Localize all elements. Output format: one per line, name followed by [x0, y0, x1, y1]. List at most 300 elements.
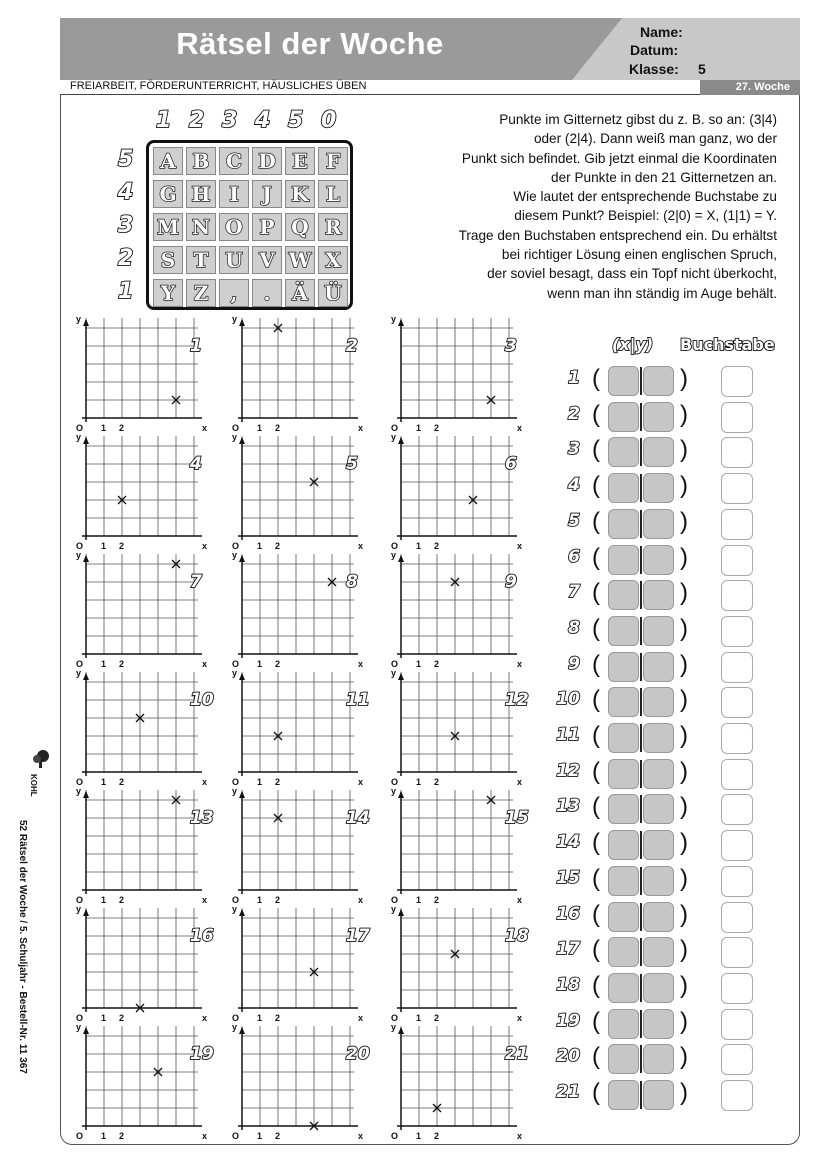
x-axis-label: x: [202, 423, 208, 433]
x-coordinate-box[interactable]: [608, 687, 639, 717]
col-header-xy: (x|y): [612, 335, 654, 354]
x-coordinate-box[interactable]: [608, 723, 639, 753]
key-y-label: 3: [118, 213, 134, 238]
x-coordinate-box[interactable]: [608, 902, 639, 932]
x-coordinate-box[interactable]: [608, 1080, 639, 1110]
key-cell: A: [153, 147, 183, 175]
coordinate-separator: [640, 403, 642, 431]
coordinate-separator: [640, 1010, 642, 1038]
key-x-label: 1: [156, 108, 172, 133]
key-x-label: 3: [222, 108, 238, 133]
y-axis-label: y: [391, 668, 397, 678]
y-coordinate-box[interactable]: [643, 1080, 674, 1110]
tick-label: 1: [257, 541, 263, 551]
origin-label: O: [232, 895, 240, 905]
x-coordinate-box[interactable]: [608, 437, 639, 467]
y-arrow: [83, 555, 89, 562]
x-axis-label: x: [202, 541, 208, 551]
answer-number: 15: [556, 867, 580, 888]
open-paren: (: [592, 1007, 600, 1035]
answer-number: 13: [556, 796, 580, 817]
coordinate-separator: [640, 474, 642, 502]
tick-label: 2: [434, 777, 440, 787]
tick-label: 2: [119, 423, 125, 433]
origin-label: O: [76, 659, 84, 669]
y-axis-label: y: [391, 550, 397, 560]
x-axis-label: x: [358, 541, 364, 551]
grid-number: 17: [346, 926, 370, 946]
y-coordinate-box[interactable]: [643, 509, 674, 539]
x-coordinate-box[interactable]: [608, 402, 639, 432]
name-label: Name:: [640, 24, 683, 40]
tick-label: 2: [275, 1131, 281, 1141]
x-axis-label: x: [358, 423, 364, 433]
letter-answer-box[interactable]: [721, 402, 753, 433]
coordinate-separator: [640, 617, 642, 645]
open-paren: (: [592, 793, 600, 821]
y-coordinate-box[interactable]: [643, 830, 674, 860]
tick-label: 1: [101, 1013, 107, 1023]
y-coordinate-box[interactable]: [643, 723, 674, 753]
open-paren: (: [592, 900, 600, 928]
key-cell: V: [252, 246, 282, 274]
x-coordinate-box[interactable]: [608, 1044, 639, 1074]
answer-number: 3: [568, 439, 580, 460]
key-cell: Q: [285, 213, 315, 241]
coordinate-separator: [640, 760, 642, 788]
y-axis-label: y: [391, 786, 397, 796]
x-coordinate-box[interactable]: [608, 937, 639, 967]
answer-row: [552, 1044, 762, 1074]
tick-label: 2: [119, 1013, 125, 1023]
x-axis-label: x: [517, 541, 523, 551]
y-coordinate-box[interactable]: [643, 616, 674, 646]
answer-number: 8: [568, 617, 580, 638]
y-arrow: [398, 555, 404, 562]
y-axis-label: y: [232, 432, 238, 442]
answer-row: [552, 437, 762, 467]
instruction-line: Punkte im Gitternetz gibst du z. B. so an: (3|4): [499, 112, 777, 127]
y-arrow: [239, 319, 245, 326]
tick-label: 1: [416, 895, 422, 905]
tick-label: 1: [416, 1013, 422, 1023]
answer-row: [552, 545, 762, 575]
origin-label: O: [391, 1131, 399, 1141]
answer-row: [552, 652, 762, 682]
coordinate-separator: [640, 867, 642, 895]
y-arrow: [398, 673, 404, 680]
coordinate-separator: [640, 1081, 642, 1109]
tick-label: 1: [257, 1013, 263, 1023]
open-paren: (: [592, 579, 600, 607]
grid-number: 10: [190, 690, 214, 710]
close-paren: ): [680, 829, 688, 857]
x-coordinate-box[interactable]: [608, 830, 639, 860]
x-coordinate-box[interactable]: [608, 652, 639, 682]
answer-row: [552, 902, 762, 932]
close-paren: ): [680, 579, 688, 607]
y-coordinate-box[interactable]: [643, 902, 674, 932]
key-y-label: 5: [118, 147, 134, 172]
instruction-line: Trage den Buchstaben entsprechend ein. Du erhältst: [458, 227, 777, 243]
key-cell: B: [186, 147, 216, 175]
key-cell: N: [186, 213, 216, 241]
open-paren: (: [592, 829, 600, 857]
y-axis-label: y: [232, 668, 238, 678]
coordinate-grid: [232, 786, 374, 908]
publisher-logo: [30, 748, 52, 770]
letter-answer-box[interactable]: [721, 437, 753, 468]
answer-row: [552, 937, 762, 967]
open-paren: (: [592, 1043, 600, 1071]
coordinate-separator: [640, 688, 642, 716]
open-paren: (: [592, 757, 600, 785]
instruction-line: der soviel besagt, dass ein Topf nicht überkocht,: [487, 266, 777, 282]
y-arrow: [83, 319, 89, 326]
y-coordinate-box[interactable]: [643, 473, 674, 503]
key-cell: G: [153, 180, 183, 208]
y-arrow: [83, 437, 89, 444]
key-cell: J: [252, 180, 282, 208]
coordinate-grid: [76, 1022, 218, 1144]
letter-answer-box[interactable]: [721, 794, 753, 825]
letter-answer-box[interactable]: [721, 616, 753, 647]
footer-order-info: 52 Rätsel der Woche / 5. Schuljahr - Bestell-Nr. 11 367: [17, 820, 28, 1074]
origin-label: O: [76, 895, 84, 905]
coordinate-grid: [76, 432, 218, 554]
y-coordinate-box[interactable]: [643, 366, 674, 396]
x-coordinate-box[interactable]: [608, 973, 639, 1003]
x-axis-label: x: [517, 777, 523, 787]
letter-answer-box[interactable]: [721, 759, 753, 790]
tick-label: 2: [275, 1013, 281, 1023]
origin-label: O: [76, 1131, 84, 1141]
open-paren: (: [592, 864, 600, 892]
coordinate-separator: [640, 546, 642, 574]
grid-number: 20: [346, 1044, 370, 1064]
coordinate-separator: [640, 974, 642, 1002]
answer-number: 9: [568, 653, 580, 674]
letter-answer-box[interactable]: [721, 545, 753, 576]
instruction-line: Punkt sich befindet. Gib jetzt einmal die Koordinaten: [461, 150, 777, 166]
answer-row: [552, 580, 762, 610]
answer-row: [552, 830, 762, 860]
tick-label: 1: [257, 777, 263, 787]
x-axis-label: x: [517, 1131, 523, 1141]
tick-label: 2: [275, 423, 281, 433]
x-axis-label: x: [517, 659, 523, 669]
letter-answer-box[interactable]: [721, 687, 753, 718]
origin-label: O: [76, 1013, 84, 1023]
tick-label: 1: [101, 895, 107, 905]
coordinate-grid: [232, 432, 374, 554]
answer-number: 14: [556, 832, 580, 853]
date-label: Datum:: [630, 42, 679, 58]
y-axis-label: y: [232, 904, 238, 914]
coordinate-separator: [640, 938, 642, 966]
answer-number: 17: [556, 939, 580, 960]
y-coordinate-box[interactable]: [643, 866, 674, 896]
coordinate-grid: [391, 1022, 533, 1144]
close-paren: ): [680, 1007, 688, 1035]
letter-answer-box[interactable]: [721, 866, 753, 897]
coordinate-grid: [391, 432, 533, 554]
grid-number: 21: [505, 1044, 529, 1064]
coordinate-grid: [391, 786, 533, 908]
open-paren: (: [592, 971, 600, 999]
letter-answer-box[interactable]: [721, 937, 753, 968]
tick-label: 2: [275, 541, 281, 551]
close-paren: ): [680, 436, 688, 464]
key-cell: M: [153, 213, 183, 241]
col-header-letter: Buchstabe: [680, 335, 775, 354]
instruction-line: oder (2|4). Dann weiß man ganz, wo der: [533, 131, 777, 147]
close-paren: ): [680, 936, 688, 964]
origin-label: O: [391, 895, 399, 905]
open-paren: (: [592, 936, 600, 964]
x-axis-label: x: [202, 659, 208, 669]
grid-number: 8: [346, 572, 358, 592]
instruction-line: wenn man ihn ständig im Auge behält.: [547, 285, 777, 301]
x-coordinate-box[interactable]: [608, 366, 639, 396]
tick-label: 1: [257, 423, 263, 433]
origin-label: O: [391, 777, 399, 787]
open-paren: (: [592, 686, 600, 714]
answer-row: [552, 973, 762, 1003]
coordinate-separator: [640, 1045, 642, 1073]
grid-number: 11: [346, 690, 370, 710]
y-axis-label: y: [76, 314, 82, 324]
tick-label: 1: [416, 659, 422, 669]
grid-number: 14: [346, 808, 370, 828]
x-coordinate-box[interactable]: [608, 794, 639, 824]
subtitle: FREIARBEIT, FÖRDERUNTERRICHT, HÄUSLICHES ÜBEN: [70, 80, 367, 92]
tick-label: 2: [119, 1131, 125, 1141]
y-arrow: [239, 1027, 245, 1034]
y-arrow: [239, 437, 245, 444]
x-axis-label: x: [358, 1013, 364, 1023]
y-coordinate-box[interactable]: [643, 580, 674, 610]
x-axis-label: x: [358, 895, 364, 905]
y-arrow: [239, 909, 245, 916]
letter-answer-box[interactable]: [721, 973, 753, 1004]
tick-label: 2: [275, 659, 281, 669]
y-arrow: [398, 791, 404, 798]
close-paren: ): [680, 614, 688, 642]
coordinate-separator: [640, 438, 642, 466]
tick-label: 2: [119, 895, 125, 905]
answer-row: [552, 1009, 762, 1039]
coordinate-separator: [640, 510, 642, 538]
letter-answer-box[interactable]: [721, 830, 753, 861]
page-title: Rätsel der Woche: [176, 26, 444, 61]
coordinate-grid: [76, 668, 218, 790]
y-axis-label: y: [391, 314, 397, 324]
answer-number: 10: [556, 689, 580, 710]
instructions: [385, 110, 777, 303]
close-paren: ): [680, 757, 688, 785]
coordinate-separator: [640, 653, 642, 681]
x-coordinate-box[interactable]: [608, 580, 639, 610]
answer-number: 16: [556, 903, 580, 924]
x-axis-label: x: [202, 777, 208, 787]
close-paren: ): [680, 472, 688, 500]
letter-answer-box[interactable]: [721, 473, 753, 504]
open-paren: (: [592, 614, 600, 642]
x-coordinate-box[interactable]: [608, 473, 639, 503]
x-axis-label: x: [202, 895, 208, 905]
answer-row: [552, 759, 762, 789]
answer-number: 5: [568, 510, 580, 531]
week-badge: 27. Woche: [700, 80, 800, 95]
y-arrow: [398, 1027, 404, 1034]
y-coordinate-box[interactable]: [643, 545, 674, 575]
open-paren: (: [592, 650, 600, 678]
letter-answer-box[interactable]: [721, 652, 753, 683]
tick-label: 1: [101, 1131, 107, 1141]
y-coordinate-box[interactable]: [643, 759, 674, 789]
close-paren: ): [680, 1043, 688, 1071]
x-coordinate-box[interactable]: [608, 759, 639, 789]
y-coordinate-box[interactable]: [643, 973, 674, 1003]
close-paren: ): [680, 650, 688, 678]
x-coordinate-box[interactable]: [608, 545, 639, 575]
x-axis-label: x: [517, 895, 523, 905]
close-paren: ): [680, 400, 688, 428]
letter-answer-box[interactable]: [721, 902, 753, 933]
coordinate-grid: [391, 904, 533, 1026]
letter-answer-box[interactable]: [721, 1009, 753, 1040]
coordinate-grid: [232, 668, 374, 790]
close-paren: ): [680, 1079, 688, 1106]
tick-label: 1: [416, 1131, 422, 1141]
x-axis-label: x: [358, 777, 364, 787]
close-paren: ): [680, 507, 688, 535]
close-paren: ): [680, 793, 688, 821]
key-cell: L: [318, 180, 348, 208]
answer-number: 12: [556, 760, 580, 781]
origin-label: O: [76, 423, 84, 433]
key-cell: D: [252, 147, 282, 175]
answer-row: [552, 794, 762, 824]
y-axis-label: y: [76, 550, 82, 560]
y-coordinate-box[interactable]: [643, 652, 674, 682]
y-coordinate-box[interactable]: [643, 1044, 674, 1074]
coordinate-grid: [76, 904, 218, 1026]
y-axis-label: y: [232, 550, 238, 560]
y-coordinate-box[interactable]: [643, 437, 674, 467]
tick-label: 2: [434, 1013, 440, 1023]
y-axis-label: y: [76, 668, 82, 678]
answer-row: [552, 402, 762, 432]
y-axis-label: y: [232, 1022, 238, 1032]
tick-label: 2: [119, 777, 125, 787]
key-x-label: 2: [189, 108, 205, 133]
grid-number: 9: [505, 572, 517, 592]
answer-row: [552, 509, 762, 539]
tick-label: 2: [275, 777, 281, 787]
key-cell: X: [318, 246, 348, 274]
answer-row: [552, 366, 762, 396]
open-paren: (: [592, 507, 600, 535]
publisher-name: KOHL: [29, 774, 38, 797]
coordinate-grid: [391, 668, 533, 790]
grid-number: 6: [505, 454, 517, 474]
tick-label: 2: [434, 1131, 440, 1141]
instruction-line: bei richtiger Lösung einen englischen Spruch,: [501, 247, 777, 263]
origin-label: O: [391, 1013, 399, 1023]
answer-number: 20: [556, 1046, 580, 1067]
y-arrow: [83, 909, 89, 916]
key-cell: .: [252, 279, 282, 307]
key-cell: U: [219, 246, 249, 274]
letter-answer-box[interactable]: [721, 580, 753, 611]
x-coordinate-box[interactable]: [608, 866, 639, 896]
coordinate-separator: [640, 367, 642, 395]
key-y-label: 1: [118, 279, 134, 304]
y-coordinate-box[interactable]: [643, 937, 674, 967]
y-coordinate-box[interactable]: [643, 402, 674, 432]
key-cell: H: [186, 180, 216, 208]
origin-label: O: [232, 423, 240, 433]
grid-number: 2: [346, 336, 358, 356]
y-arrow: [83, 1027, 89, 1034]
key-cell: C: [219, 147, 249, 175]
y-arrow: [83, 791, 89, 798]
grid-number: 13: [190, 808, 214, 828]
x-coordinate-box[interactable]: [608, 509, 639, 539]
x-axis-label: x: [202, 1131, 208, 1141]
tick-label: 1: [416, 777, 422, 787]
y-axis-label: y: [232, 786, 238, 796]
y-axis-label: y: [232, 314, 238, 324]
answer-number: 19: [556, 1010, 580, 1031]
grid-number: 5: [346, 454, 358, 474]
y-coordinate-box[interactable]: [643, 687, 674, 717]
grid-number: 16: [190, 926, 214, 946]
y-coordinate-box[interactable]: [643, 794, 674, 824]
y-axis-label: y: [391, 1022, 397, 1032]
letter-answer-box[interactable]: [721, 509, 753, 540]
answer-row: [552, 616, 762, 646]
close-paren: ): [680, 543, 688, 571]
tick-label: 1: [416, 541, 422, 551]
tick-label: 1: [101, 777, 107, 787]
tick-label: 2: [275, 895, 281, 905]
letter-answer-box[interactable]: [721, 366, 753, 397]
letter-answer-box[interactable]: [721, 1044, 753, 1075]
letter-answer-box[interactable]: [721, 723, 753, 754]
grid-number: 15: [505, 808, 529, 828]
tick-label: 1: [416, 423, 422, 433]
letter-answer-box[interactable]: [721, 1080, 753, 1111]
key-cell: Z: [186, 279, 216, 307]
answer-row: [552, 687, 762, 717]
y-coordinate-box[interactable]: [643, 1009, 674, 1039]
instruction-line: der Punkte in den 21 Gitternetzen an.: [551, 169, 777, 185]
coordinate-grid: [391, 550, 533, 672]
answer-number: 7: [568, 582, 580, 603]
answer-number: 11: [556, 725, 580, 745]
origin-label: O: [391, 659, 399, 669]
open-paren: (: [592, 365, 600, 392]
grid-number: 18: [505, 926, 529, 946]
x-coordinate-box[interactable]: [608, 1009, 639, 1039]
x-coordinate-box[interactable]: [608, 616, 639, 646]
key-x-label: 5: [288, 108, 304, 133]
answer-number: 2: [568, 403, 580, 424]
y-axis-label: y: [76, 786, 82, 796]
